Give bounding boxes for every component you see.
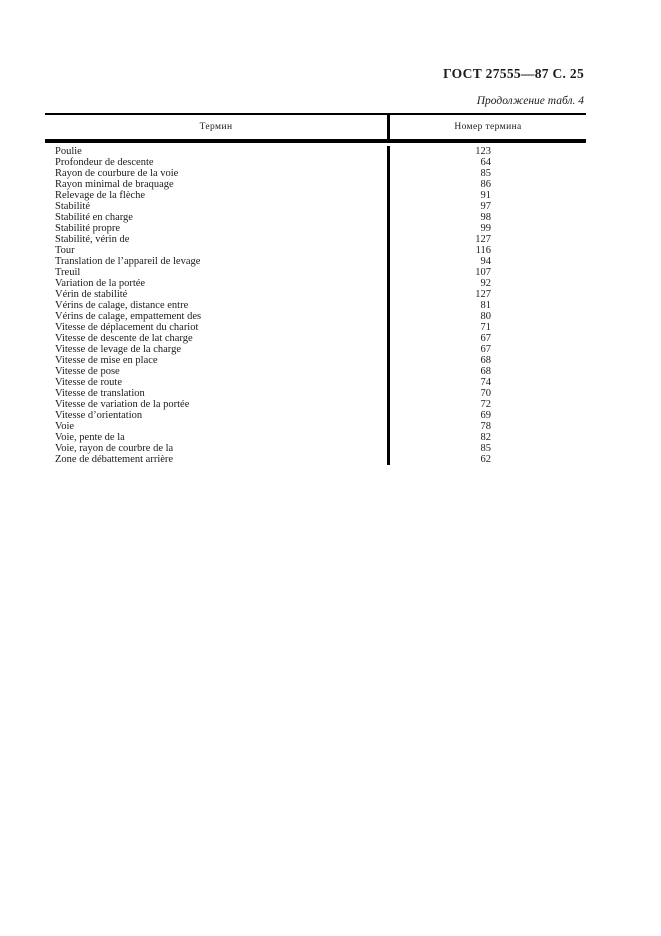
table-row — [45, 399, 586, 410]
table-row — [45, 333, 586, 344]
term-number-cell: 85 — [480, 168, 491, 179]
table-header-row — [45, 115, 586, 143]
term-number-cell: 80 — [480, 311, 491, 322]
term-cell: Vitesse de levage de la charge — [45, 344, 390, 355]
term-number-cell: 64 — [480, 157, 491, 168]
term-cell: Variation de la portée — [45, 278, 390, 289]
table-row — [45, 267, 586, 278]
term-number-cell: 92 — [480, 278, 491, 289]
term-cell: Rayon minimal de braquage — [45, 179, 390, 190]
term-cell: Translation de l’appareil de levage — [45, 256, 390, 267]
table-row — [45, 223, 586, 234]
table-row — [45, 366, 586, 377]
table-row — [45, 300, 586, 311]
term-number-cell: 86 — [480, 179, 491, 190]
table-row — [45, 388, 586, 399]
term-number-cell: 72 — [480, 399, 491, 410]
column-header-number: Номер термина — [454, 122, 522, 132]
term-cell: Voie, rayon de courbre de la — [45, 443, 390, 454]
table-row — [45, 212, 586, 223]
term-number-cell: 97 — [480, 201, 491, 212]
term-cell: Stabilité en charge — [45, 212, 390, 223]
term-number-cell: 107 — [475, 267, 491, 278]
term-cell: Vitesse d’orientation — [45, 410, 390, 421]
table-continuation-note: Продолжение табл. 4 — [476, 95, 584, 107]
term-number-cell: 85 — [480, 443, 491, 454]
term-number-cell: 69 — [480, 410, 491, 421]
table-row — [45, 157, 586, 168]
term-cell: Vitesse de variation de la portée — [45, 399, 390, 410]
term-number-cell: 67 — [480, 344, 491, 355]
term-cell: Vitesse de descente de lat charge — [45, 333, 390, 344]
term-number-cell: 127 — [475, 289, 491, 300]
term-cell: Vitesse de translation — [45, 388, 390, 399]
term-number-cell: 70 — [480, 388, 491, 399]
term-number-cell: 71 — [480, 322, 491, 333]
term-cell: Vitesse de pose — [45, 366, 390, 377]
term-number-cell: 94 — [480, 256, 491, 267]
term-cell: Stabilité propre — [45, 223, 390, 234]
term-number-cell: 98 — [480, 212, 491, 223]
term-cell: Vitesse de déplacement du chariot — [45, 322, 390, 333]
table-row — [45, 256, 586, 267]
table-row — [45, 289, 586, 300]
term-number-cell: 123 — [475, 146, 491, 157]
table-row — [45, 168, 586, 179]
term-cell: Stabilité — [45, 201, 390, 212]
term-cell: Poulie — [45, 146, 390, 157]
table-row — [45, 179, 586, 190]
term-number-cell: 67 — [480, 333, 491, 344]
table-row — [45, 190, 586, 201]
term-number-cell: 78 — [480, 421, 491, 432]
table-row — [45, 421, 586, 432]
table-body — [45, 143, 586, 469]
term-cell: Zone de débattement arrière — [45, 454, 390, 465]
term-number-cell: 68 — [480, 366, 491, 377]
term-cell: Tour — [45, 245, 390, 256]
term-cell: Vérins de calage, empattement des — [45, 311, 390, 322]
term-number-cell: 81 — [480, 300, 491, 311]
terms-table — [45, 113, 586, 469]
table-row — [45, 432, 586, 443]
table-row — [45, 410, 586, 421]
table-row — [45, 278, 586, 289]
table-row — [45, 344, 586, 355]
term-cell: Profondeur de descente — [45, 157, 390, 168]
table-row — [45, 234, 586, 245]
term-number-cell: 91 — [480, 190, 491, 201]
term-cell: Voie — [45, 421, 390, 432]
term-cell: Vérins de calage, distance entre — [45, 300, 390, 311]
table-row — [45, 201, 586, 212]
term-cell: Relevage de la flèche — [45, 190, 390, 201]
doc-header: ГОСТ 27555—87 С. 25 — [443, 66, 584, 81]
term-number-cell: 127 — [475, 234, 491, 245]
table-row — [45, 443, 586, 454]
term-cell: Voie, pente de la — [45, 432, 390, 443]
table-row — [45, 311, 586, 322]
term-number-cell: 68 — [480, 355, 491, 366]
term-number-cell: 82 — [480, 432, 491, 443]
term-number-cell: 99 — [480, 223, 491, 234]
term-cell: Vérin de stabilité — [45, 289, 390, 300]
table-row — [45, 377, 586, 388]
term-cell: Rayon de courbure de la voie — [45, 168, 390, 179]
term-cell: Vitesse de route — [45, 377, 390, 388]
table-row — [45, 245, 586, 256]
table-row — [45, 322, 586, 333]
term-number-cell: 62 — [480, 454, 491, 465]
term-cell: Stabilité, vérin de — [45, 234, 390, 245]
term-number-cell: 74 — [480, 377, 491, 388]
column-header-term: Термин — [45, 115, 390, 139]
term-number-cell: 116 — [475, 245, 491, 256]
table-row — [45, 355, 586, 366]
term-cell: Treuil — [45, 267, 390, 278]
table-row — [45, 454, 586, 465]
table-row — [45, 146, 586, 157]
term-cell: Vitesse de mise en place — [45, 355, 390, 366]
